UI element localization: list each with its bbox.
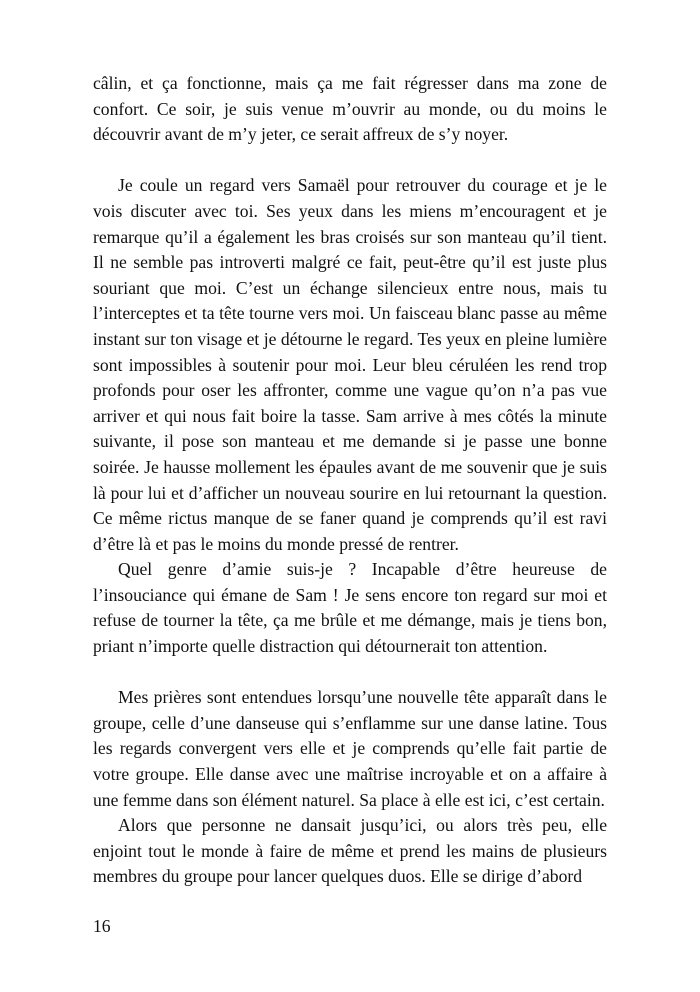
page-number: 16 — [93, 916, 111, 936]
page-body — [93, 71, 607, 890]
paragraph: Je coule un regard vers Samaël pour retrouver du courage et je le vois discuter avec toi. Ses yeux dans les miens m’encouragent et je remarque qu’il a également les bras croisés sur son manteau qu’il tient. Il ne semble pas introverti malgré ce fait, peut-être qu’il est juste plus souriant que moi. C’est un échange silencieux entre nous, mais tu l’interceptes et ta tête tourne vers moi. Un faisceau blanc passe au même instant sur ton visage et je détourne le regard. Tes yeux en pleine lumière sont impossibles à soutenir pour moi. Leur bleu céruléen les rend trop profonds pour oser les affronter, comme une vague qu’on n’a pas vue arriver et qui nous fait boire la tasse. Sam arrive à mes côtés la minute suivante, il pose son manteau et me demande si je passe une bonne soirée. Je hausse mollement les épaules avant de me souvenir que je suis là pour lui et d’afficher un nouveau sourire en lui retournant la question. Ce même rictus manque de se faner quand je comprends qu’il est ravi d’être là et pas le moins du monde pressé de rentrer. — [93, 175, 607, 554]
paragraph: Quel genre d’amie suis-je ? Incapable d’être heureuse de l’insouciance qui émane de Sam ! Je sens encore ton regard sur moi et refuse de tourner la tête, ça me brûle et me démange, mais je tiens bon, priant n’importe quelle distraction qui détournerait ton attention. — [93, 559, 607, 657]
paragraph: Alors que personne ne dansait jusqu’ici, ou alors très peu, elle enjoint tout le monde à faire de même et prend les mains de plusieurs membres du groupe pour lancer quelques duos. Elle se dirige d’abord — [93, 815, 607, 887]
paragraph-continued: câlin, et ça fonctionne, mais ça me fait régresser dans ma zone de confort. Ce soir, je suis venue m’ouvrir au monde, ou du moins le découvrir avant de m’y jeter, ce serait affreux de s’y noyer. — [93, 73, 607, 145]
paragraph: Mes prières sont entendues lorsqu’une nouvelle tête apparaît dans le groupe, celle d’une danseuse qui s’enflamme sur une danse latine. Tous les regards convergent vers elle et je comprends qu’elle fait partie de votre groupe. Elle danse avec une maîtrise incroyable et on a affaire à une femme dans son élément naturel. Sa place à elle est ici, c’est certain. — [93, 687, 607, 810]
